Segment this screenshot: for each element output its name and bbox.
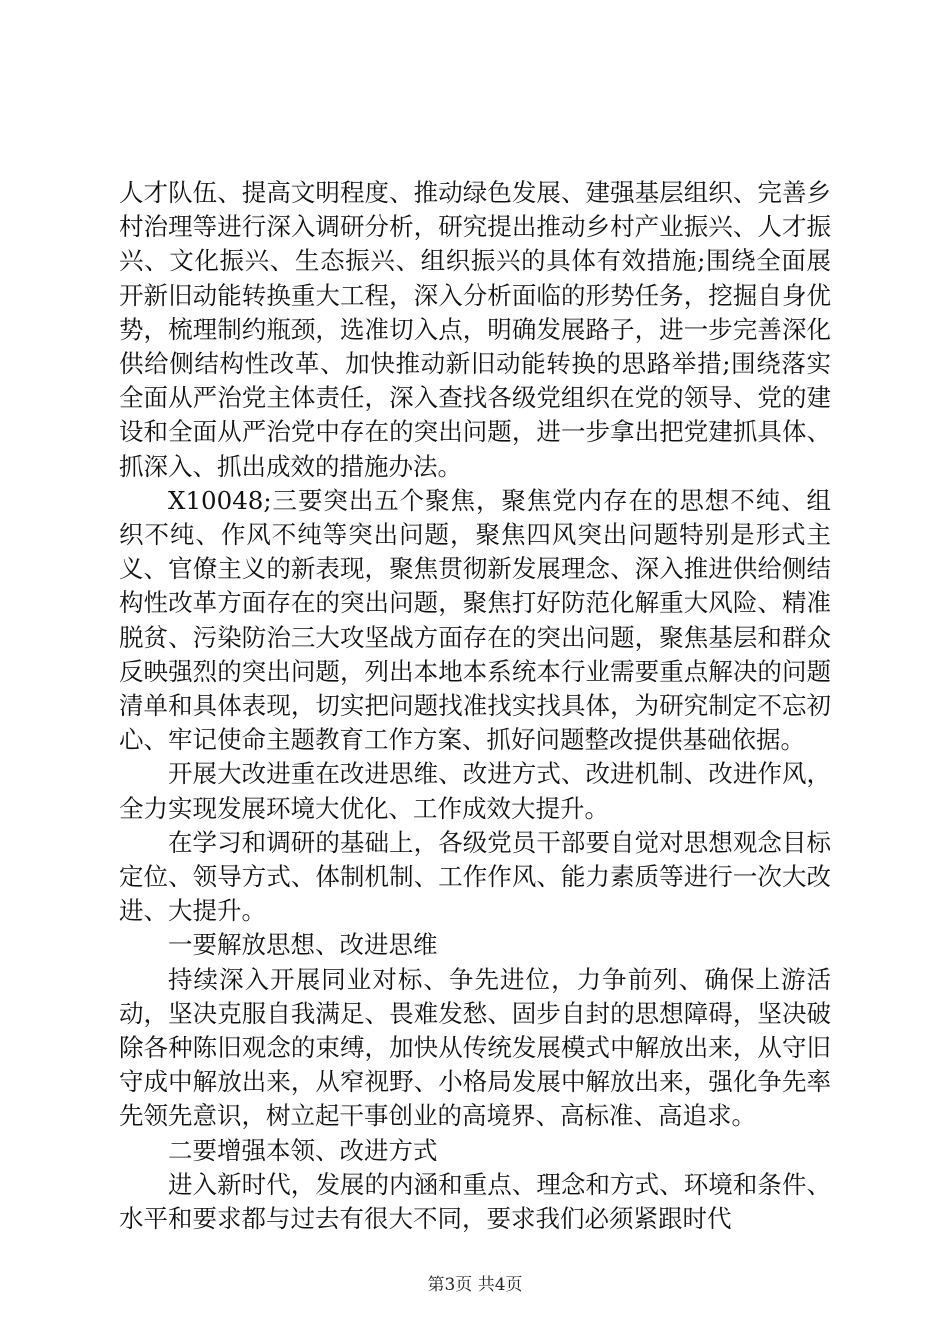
paragraph-continuation: 人才队伍、提高文明程度、推动绿色发展、建强基层组织、完善乡村治理等进行深入调研分析，研究提出推动乡村产业振兴、人才振兴、文化振兴、生态振兴、组织振兴的具体有效措施;围绕全面展开新旧动能转换重大工程，深入分析面临的形势任务，挖掘自身优势，梳理制约瓶颈，选准切入点，明确发展路子，进一步完善深化供给侧结构性改革、加快推动新旧动能转换的思路举措;围绕落实全面从严治党主体责任，深入查找各级党组织在党的领导、党的建设和全面从严治党中存在的突出问题，进一步拿出把党建抓具体、抓深入、抓出成效的措施办法。 <box>119 178 831 481</box>
paragraph-improvement: 开展大改进重在改进思维、改进方式、改进机制、改进作风，全力实现发展环境大优化、工作成效大提升。 <box>119 759 831 823</box>
section-heading-two: 二要增强本领、改进方式 <box>168 1135 438 1165</box>
paragraph-new-era: 进入新时代，发展的内涵和重点、理念和方式、环境和条件、水平和要求都与过去有很大不同，要求我们必须紧跟时代 <box>119 1169 831 1234</box>
page-number-footer: 第3页 共4页 <box>427 1275 523 1295</box>
paragraph-five-focus: X10048;三要突出五个聚焦，聚焦党内存在的思想不纯、组织不纯、作风不纯等突出问题，聚焦四风突出问题特别是形式主义、官僚主义的新表现，聚焦贯彻新发展理念、深入推进供给侧结构性改革方面存在的突出问题，聚焦打好防范化解重大风险、精准脱贫、污染防治三大攻坚战方面存在的突出问题，聚焦基层和群众反映强烈的突出问题，列出本地本系统本行业需要重点解决的问题清单和具体表现，切实把问题找准找实找具体，为研究制定不忘初心、牢记使命主题教育工作方案、抓好问题整改提供基础依据。 <box>119 485 831 755</box>
paragraph-study-research: 在学习和调研的基础上，各级党员干部要自觉对思想观念目标定位、领导方式、体制机制、工作作风、能力素质等进行一次大改进、大提升。 <box>119 827 831 926</box>
document-body <box>119 176 831 1236</box>
paragraph-emancipate-mind: 持续深入开展同业对标、争先进位，力争前列、确保上游活动，坚决克服自我满足、畏难发愁、固步自封的思想障碍，坚决破除各种陈旧观念的束缚，加快从传统发展模式中解放出来，从守旧守成中解放出来，从窄视野、小格局发展中解放出来，强化争先率先领先意识，树立起干事创业的高境界、高标准、高追求。 <box>119 964 831 1131</box>
section-heading-one: 一要解放思想、改进思维 <box>168 930 438 960</box>
